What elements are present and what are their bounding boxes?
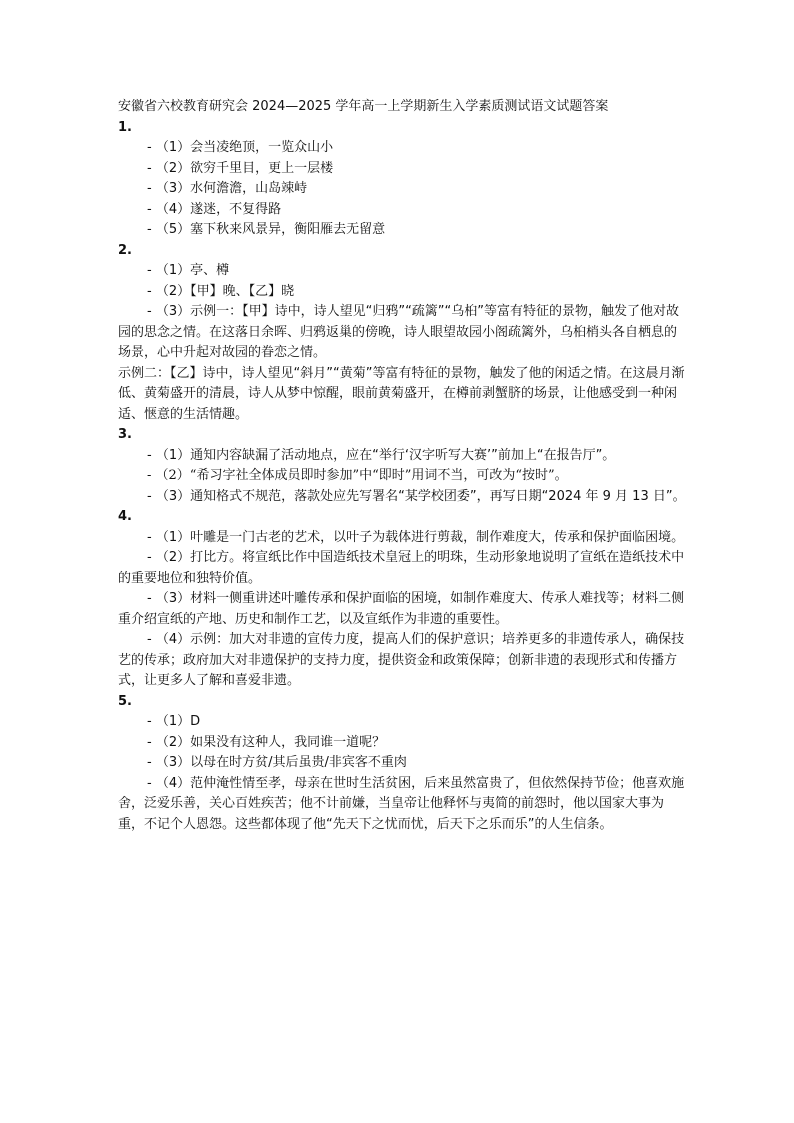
answer-1-1: - （1）会当凌绝顶，一览众山小 [147,140,334,155]
question-number-5: 5. [118,693,132,709]
answer-5-4: - （4）范仲淹性情至孝，母亲在世时生活贫困，后来虽然富贵了，但依然保持节俭；他喜欢施舍，泛爱乐善，关心百姓疾苦；他不计前嫌，当皇帝让他释怀与夷简的前怨时，他以国家大事为重，不记个人恩怨。这些都体现了他“先天下之忧而忧，后天下之乐而乐”的人生信条。 [118,775,685,832]
answer-5-3: - （3）以母在时方贫/其后虽贵/非宾客不重肉 [147,755,407,770]
answer-2-3: - （3）示例一：【甲】诗中，诗人望见“归鸦”“疏篱”“乌桕”等富有特征的景物，触发了他对故园的思念之情。在这落日余晖、归鸦返巢的傍晚，诗人眼望故园小阁疏篱外，乌桕梢头各自栖息的场景，心中升起对故园的眷恋之情。 [118,304,680,360]
answer-3-2: - （2）“希习字社全体成员即时参加”中“即时”用词不当，可改为“按时”。 [147,468,568,483]
answer-1-2: - （2）欲穷千里目，更上一层楼 [147,160,334,176]
answer-document [118,97,688,835]
answer-5-1: - （1）D [147,714,201,729]
document-title: 安徽省六校教育研究会 2024—2025 学年高一上学期新生入学素质测试语文试题答案 [118,99,609,114]
answer-4-2: - （2）打比方。将宣纸比作中国造纸技术皇冠上的明珠，生动形象地说明了宣纸在造纸技术中的重要地位和独特价值。 [118,550,685,586]
question-number-1: 1. [118,119,132,135]
answer-1-5: - （5）塞下秋来风景异，衡阳雁去无留意 [147,222,386,237]
question-number-2: 2. [118,242,132,258]
question-number-4: 4. [118,509,132,524]
answer-4-1: - （1）叶雕是一门古老的艺术，以叶子为载体进行剪裁，制作难度大，传承和保护面临困境。 [147,529,685,545]
answer-3-3: - （3）通知格式不规范，落款处应先写署名“某学校团委”，再写日期“2024 年 9 月 13 日”。 [147,488,686,504]
answer-1-4: - （4）遂迷，不复得路 [147,201,282,217]
answer-2-3-example-2: 示例二：【乙】诗中，诗人望见“斜月”“黄菊”等富有特征的景物，触发了他的闲适之情。在这晨月渐低、黄菊盛开的清晨，诗人从梦中惊醒，眼前黄菊盛开，在樽前剥蟹脐的场景，让他感受到一种闲适、惬意的生活情趣。 [118,365,685,422]
answer-1-3: - （3）水何澹澹，山岛竦峙 [147,181,308,196]
answer-4-3: - （3）材料一侧重讲述叶雕传承和保护面临的困境，如制作难度大、传承人难找等；材料二侧重介绍宣纸的产地、历史和制作工艺，以及宣纸作为非遗的重要性。 [118,591,685,627]
answer-5-2: - （2）如果没有这种人，我同谁一道呢？ [147,734,386,750]
answer-2-1: - （1）亭、樽 [147,263,230,278]
answer-4-4: - （4）示例：加大对非遗的宣传力度，提高人们的保护意识；培养更多的非遗传承人，确保技艺的传承；政府加大对非遗保护的支持力度，提供资金和政策保障；创新非遗的表现形式和传播方式，让更多人了解和喜爱非遗。 [118,632,685,688]
question-number-3: 3. [118,427,132,442]
answer-2-2: - （2）【甲】晚、【乙】晓 [147,283,295,299]
answer-3-1: - （1）通知内容缺漏了活动地点，应在“举行‘汉字听写大赛’”前加上“在报告厅”。 [147,447,616,463]
